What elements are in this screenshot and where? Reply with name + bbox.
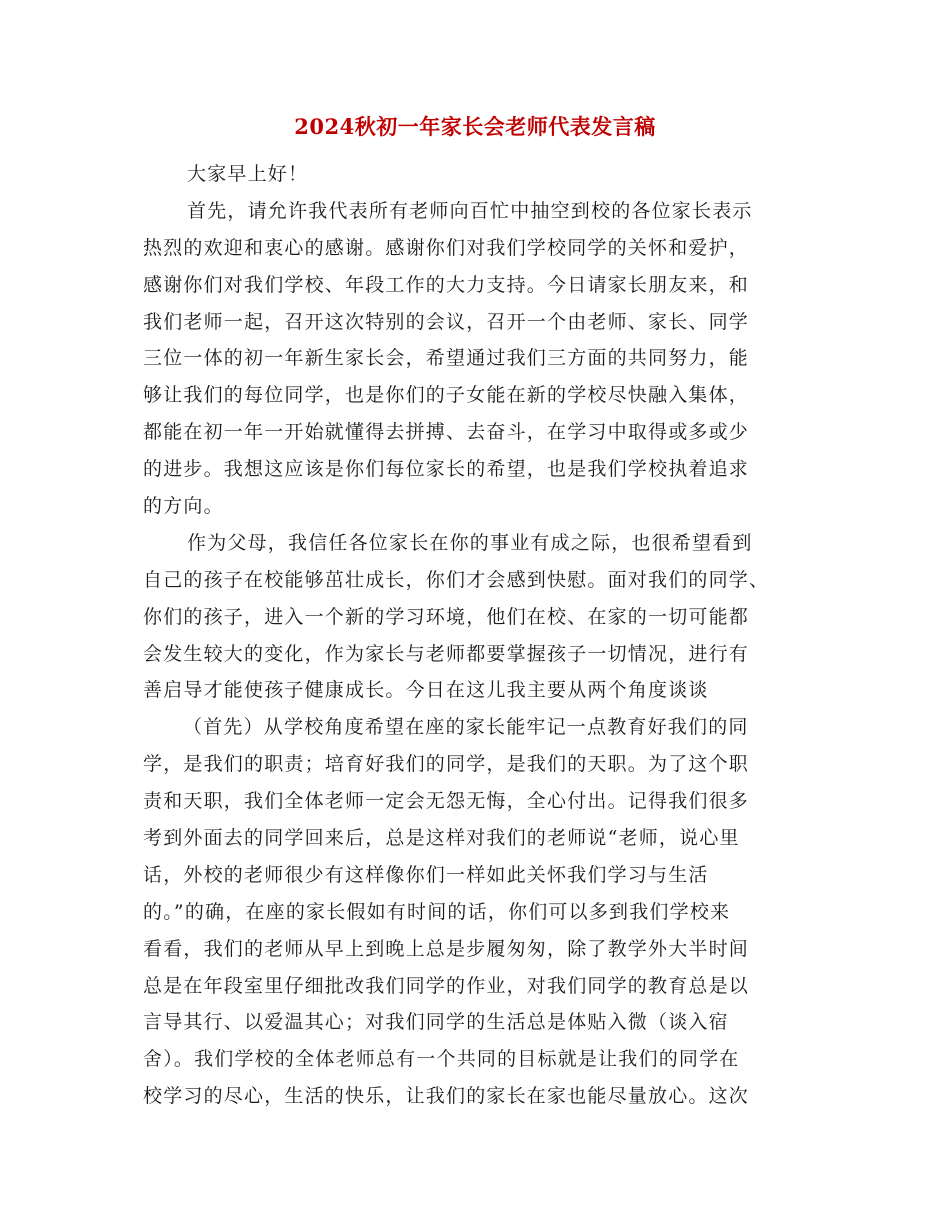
text-line: 学，是我们的职责；培育好我们的同学，是我们的天职。为了这个职 — [143, 753, 750, 776]
text-line: 大家早上好！ — [187, 163, 309, 185]
text-line: 自己的孩子在校能够茁壮成长，你们才会感到快慰。面对我们的同学、 — [143, 568, 770, 591]
text-line: 的。”的确，在座的家长假如有时间的话，你们可以多到我们学校来 — [143, 900, 731, 923]
text-line: 感谢你们对我们学校、年段工作的大力支持。今日请家长朋友来，和 — [143, 273, 750, 296]
text-line: （首先）从学校角度希望在座的家长能牢记一点教育好我们的同 — [183, 716, 749, 739]
text-line: 三位一体的初一年新生家长会，希望通过我们三方面的共同努力，能 — [143, 347, 750, 370]
text-line: 会发生较大的变化，作为家长与老师都要掌握孩子一切情况，进行有 — [143, 642, 750, 665]
text-line: 看看，我们的老师从早上到晚上总是步履匆匆，除了教学外大半时间 — [143, 937, 750, 960]
text-line: 的方向。 — [143, 495, 224, 518]
text-line: 善启导才能使孩子健康成长。今日在这儿我主要从两个角度谈谈 — [143, 679, 709, 702]
text-line: 言导其行、以爱温其心；对我们同学的生活总是体贴入微（谈入宿 — [143, 1011, 729, 1034]
text-line: 够让我们的每位同学，也是你们的子女能在新的学校尽快融入集体， — [143, 384, 750, 407]
text-line: 首先，请允许我代表所有老师向百忙中抽空到校的各位家长表示 — [187, 199, 753, 222]
document-body — [143, 156, 808, 1115]
text-line: 作为父母，我信任各位家长在你的事业有成之际，也很希望看到 — [187, 531, 753, 554]
text-line: 舍）。我们学校的全体老师总有一个共同的目标就是让我们的同学在 — [143, 1048, 740, 1071]
text-line: 热烈的欢迎和衷心的感谢。感谢你们对我们学校同学的关怀和爱护， — [143, 236, 750, 259]
text-line: 的进步。我想这应该是你们每位家长的希望，也是我们学校执着追求 — [143, 458, 750, 481]
text-line: 考到外面去的同学回来后，总是这样对我们的老师说“老师，说心里 — [143, 827, 740, 850]
text-line: 总是在年段室里仔细批改我们同学的作业，对我们同学的教育总是以 — [143, 974, 750, 997]
text-line: 责和天职，我们全体老师一定会无怨无悔，全心付出。记得我们很多 — [143, 790, 750, 813]
text-line: 你们的孩子，进入一个新的学习环境，他们在校、在家的一切可能都 — [143, 605, 750, 628]
document-title: 2024秋初一年家长会老师代表发言稿 — [294, 114, 656, 139]
text-line: 校学习的尽心，生活的快乐，让我们的家长在家也能尽量放心。这次 — [143, 1085, 750, 1108]
text-line: 我们老师一起，召开这次特别的会议，召开一个由老师、家长、同学 — [143, 310, 750, 333]
text-line: 话，外校的老师很少有这样像你们一样如此关怀我们学习与生活 — [143, 863, 709, 886]
text-line: 都能在初一年一开始就懂得去拼搏、去奋斗，在学习中取得或多或少 — [143, 421, 750, 444]
